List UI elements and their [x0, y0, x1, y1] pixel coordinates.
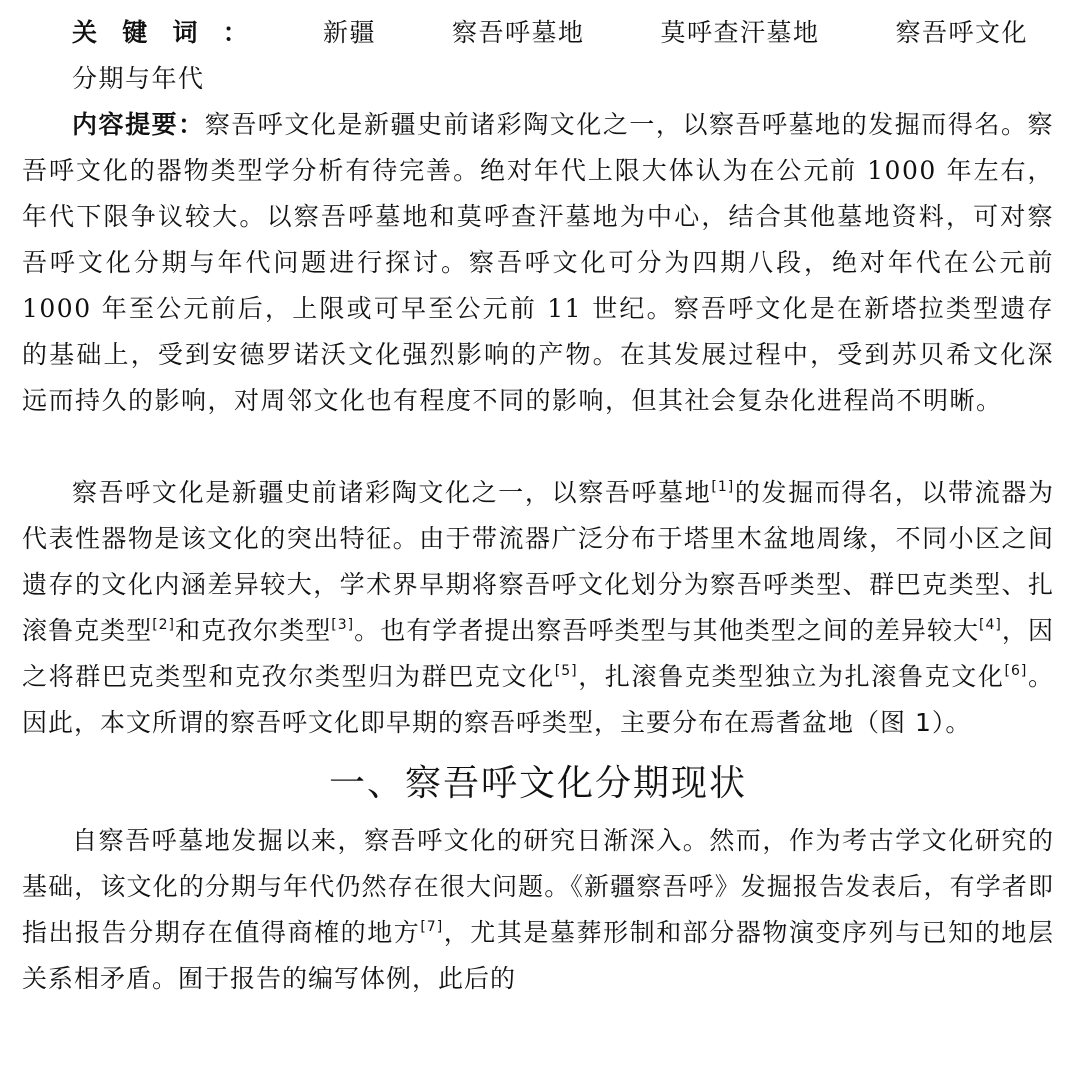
citation-ref[interactable]: [3]	[331, 617, 355, 633]
text-span: ，尤其是墓葬形制和部分器物演变序列与已知的地层关系相矛盾。囿于报告的编写体例，此后的	[22, 918, 1054, 993]
citation-ref[interactable]: [5]	[554, 663, 578, 679]
summary-paragraph	[22, 102, 1054, 424]
summary-label: 内容提要：	[72, 110, 205, 139]
section-heading: 一、察吾呼文化分期现状	[328, 763, 747, 804]
citation-ref[interactable]: [2]	[152, 617, 176, 633]
intro-paragraph	[22, 470, 1054, 746]
citation-ref[interactable]: [7]	[420, 919, 444, 935]
intro-block	[22, 470, 1054, 746]
text-span: 察吾呼文化是新疆史前诸彩陶文化之一，以察吾呼墓地	[72, 478, 712, 507]
keyword: 分期与年代	[72, 64, 205, 93]
text-span: 。因此，本文所谓的察吾呼文化即早期的察吾呼类型，主要分布在焉耆盆地（图 1）。	[22, 662, 1054, 737]
text-span: 自察吾呼墓地发掘以来，察吾呼文化的研究日渐深入。然而，作为考古学文化研究的基础，该文化的分期与年代仍然存在很大问题。《新疆察吾呼》发掘报告发表后，有学者即指出报告分期存在值得商榷的地方	[22, 826, 1054, 947]
text-span: 和克孜尔类型	[175, 616, 332, 645]
keyword: 察吾呼文化	[895, 18, 1028, 47]
citation-ref[interactable]: [6]	[1004, 663, 1028, 679]
section1-block	[22, 818, 1054, 1002]
keywords-label: 关键词：	[72, 18, 273, 47]
keyword: 新疆	[322, 18, 376, 47]
spacer	[22, 424, 1054, 470]
keywords-line	[22, 10, 1054, 102]
text-span: 的发掘而得名，以带流器为代表性器物是该文化的突出特征。由于带流器广泛分布于塔里木盆地周缘，不同小区之间遗存的文化内涵差异较大，学术界早期将察吾呼文化划分为察吾呼类型、群巴克类型、扎滚鲁克类型	[22, 478, 1054, 645]
abstract-block	[22, 10, 1054, 424]
summary-text: 察吾呼文化是新疆史前诸彩陶文化之一，以察吾呼墓地的发掘而得名。察吾呼文化的器物类型学分析有待完善。绝对年代上限大体认为在公元前 1000 年左右，年代下限争议较大。以察吾呼墓地和莫呼查汗墓地为中心，结合其他墓地资料，可对察吾呼文化分期与年代问题进行探讨。察吾呼文化可分为四期八段，绝对年代在公元前 1000 年至公元前后，上限或可早至公元前 11 世纪。察吾呼文化是在新塔拉类型遗存的基础上，受到安德罗诺沃文化强烈影响的产物。在其发展过程中，受到苏贝希文化深远而持久的影响，对周邻文化也有程度不同的影响，但其社会复杂化进程尚不明晰。	[22, 110, 1054, 415]
citation-ref[interactable]: [4]	[979, 617, 1002, 633]
citation-ref[interactable]: [1]	[711, 479, 735, 495]
keyword: 莫呼查汗墓地	[660, 18, 820, 47]
section1-paragraph	[22, 818, 1054, 1002]
keyword: 察吾呼墓地	[451, 18, 585, 47]
paper-page	[22, 10, 1054, 1002]
text-span: ，因之将群巴克类型和克孜尔类型归为群巴克文化	[22, 616, 1054, 691]
text-span: 。也有学者提出察吾呼类型与其他类型之间的差异较大	[354, 616, 980, 645]
text-span: ，扎滚鲁克类型独立为扎滚鲁克文化	[577, 662, 1005, 691]
